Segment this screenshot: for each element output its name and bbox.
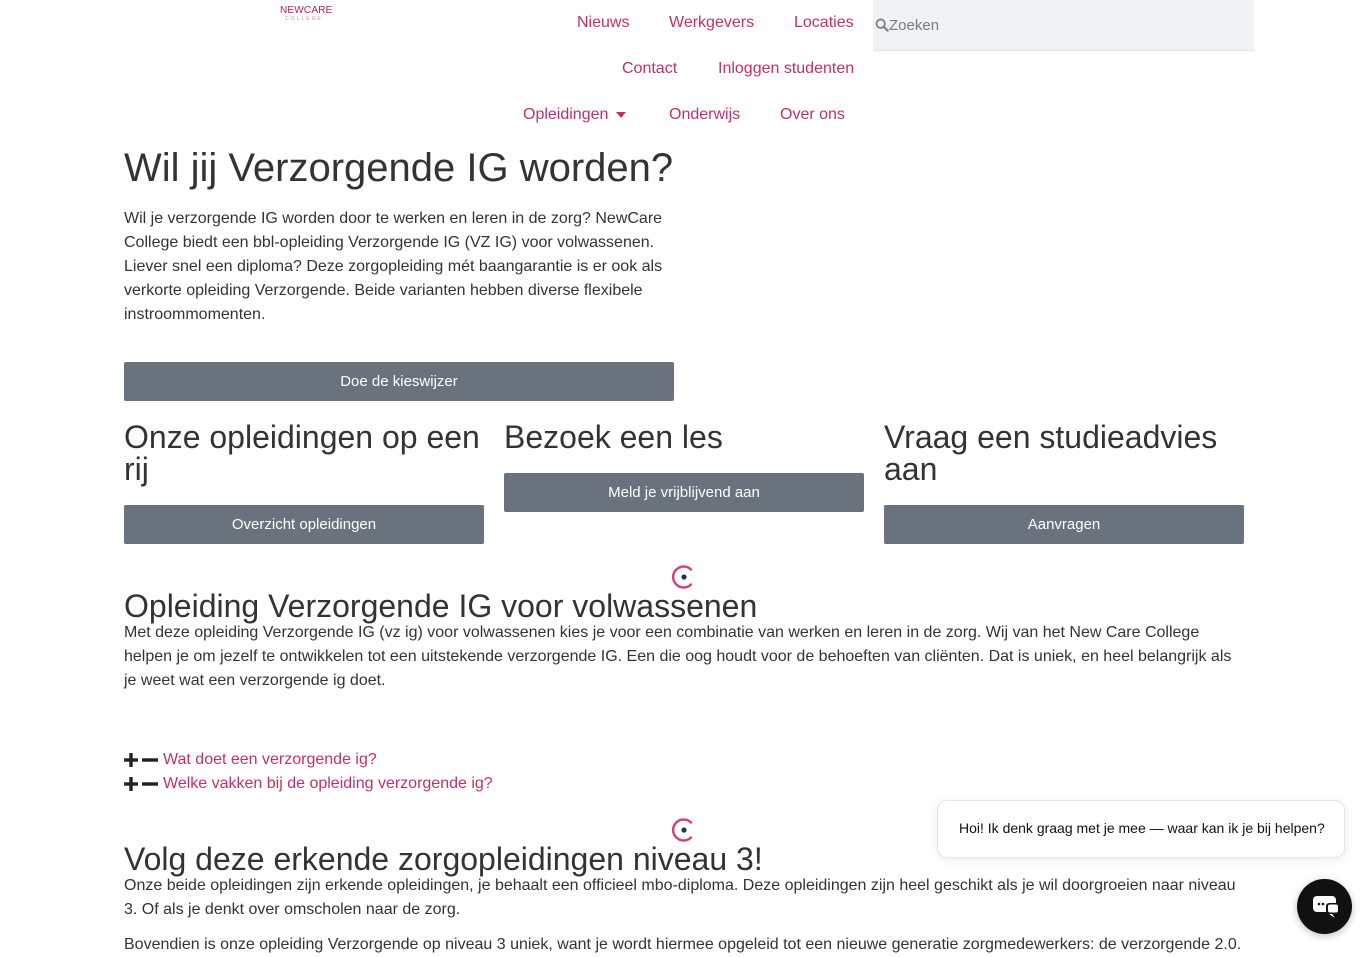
chat-icon xyxy=(1297,879,1352,934)
minus-icon xyxy=(142,753,158,767)
loading-spinner-icon xyxy=(671,564,697,590)
aanmelden-button[interactable]: Meld je vrijblijvend aan xyxy=(504,473,864,512)
chat-greeting-text: Hoi! Ik denk graag met je mee — waar kan ik je bij helpen? xyxy=(959,820,1325,836)
chevron-down-icon xyxy=(616,112,626,118)
plus-icon xyxy=(124,777,138,791)
column-title-studieadvies: Vraag een studieadvies aan xyxy=(884,419,1218,487)
hero-text: Wil je verzorgende IG worden door te werken en leren in de zorg? NewCare College biedt een bbl-opleiding Verzorgende IG (VZ IG) voor volwassenen. Liever snel een diploma? Deze zorgopleiding mét baangarantie is er ook als verkorte opleiding Verzorgende. Beide varianten hebben diverse flexibele instroommomenten. xyxy=(124,210,663,323)
nav-nieuws[interactable]: Nieuws xyxy=(577,14,630,31)
search-input[interactable] xyxy=(889,0,1249,50)
accordion-label: Welke vakken bij de opleiding verzorgende ig? xyxy=(163,775,493,792)
plus-icon xyxy=(124,753,138,767)
logo-text: NEWCARE xyxy=(280,5,333,16)
section-text-erkende-2: Bovendien is onze opleiding Verzorgende op niveau 3 uniek, want je wordt hiermee opgeleid tot een nieuwe generatie zorgmedewerkers: de verzorgende 2.0. xyxy=(124,936,1242,953)
nav-over-ons[interactable]: Over ons xyxy=(780,106,845,123)
accordion-item[interactable] xyxy=(124,749,377,771)
loading-spinner-icon xyxy=(671,817,697,843)
section-text-opleiding: Met deze opleiding Verzorgende IG (vz ig) voor volwassenen kies je voor een combinatie van werken en leren in de zorg. Wij van het New Care College helpen je om jezelf te ontwikkelen tot een uitstekende verzorgende IG. Een die oog houdt voor de behoeften van cliënten. Dat is uniek, en heel belangrijk als je weet wat een verzorgende ig doet. xyxy=(124,624,1232,689)
nav-locaties[interactable]: Locaties xyxy=(794,14,854,31)
search-box xyxy=(873,0,1254,51)
chat-greeting-bubble[interactable] xyxy=(937,800,1345,858)
column-title-opleidingen: Onze opleidingen op een rij xyxy=(124,419,480,487)
kieswijzer-button[interactable]: Doe de kieswijzer xyxy=(124,362,674,401)
nav-onderwijs[interactable]: Onderwijs xyxy=(669,106,741,123)
accordion-item[interactable] xyxy=(124,773,493,795)
nav-werkgevers[interactable]: Werkgevers xyxy=(669,14,755,31)
minus-icon xyxy=(142,777,158,791)
aanvragen-button[interactable]: Aanvragen xyxy=(884,505,1244,544)
nav-contact[interactable]: Contact xyxy=(622,60,678,77)
nav-opleidingen-label: Opleidingen xyxy=(523,106,609,123)
site-logo[interactable] xyxy=(280,5,333,22)
search-icon[interactable] xyxy=(875,18,889,32)
section-text-erkende: Onze beide opleidingen zijn erkende opleidingen, je behaalt een officieel mbo-diploma. Deze opleidingen zijn heel geschikt als je wil doorgroeien naar niveau 3. Of als je denkt over omscholen naar de zorg. xyxy=(124,877,1236,918)
nav-inloggen-studenten[interactable]: Inloggen studenten xyxy=(718,60,855,77)
section-title-erkende: Volg deze erkende zorgopleidingen niveau 3! xyxy=(124,841,763,877)
nav-opleidingen[interactable] xyxy=(523,105,626,125)
chat-button[interactable] xyxy=(1297,879,1352,934)
column-title-bezoek: Bezoek een les xyxy=(504,419,723,455)
overzicht-opleidingen-button[interactable]: Overzicht opleidingen xyxy=(124,505,484,544)
accordion-label: Wat doet een verzorgende ig? xyxy=(163,751,377,768)
section-title-opleiding: Opleiding Verzorgende IG voor volwassenen xyxy=(124,588,758,624)
logo-subtext: COLLEGE xyxy=(285,16,323,22)
page-title: Wil jij Verzorgende IG worden? xyxy=(124,146,674,190)
